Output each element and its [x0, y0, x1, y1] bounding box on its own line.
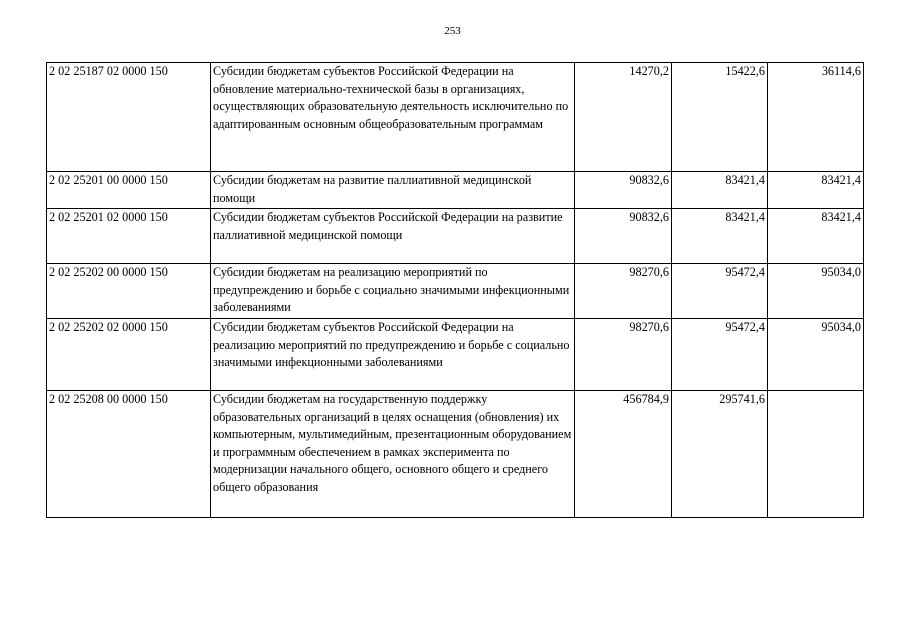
amount-cell-2: 15422,6: [672, 63, 768, 172]
revenue-name-cell: Субсидии бюджетам на реализацию мероприятий по предупреждению и борьбе с социально значимыми инфекционными заболеваниями: [211, 264, 575, 319]
revenue-name-cell: Субсидии бюджетам на развитие паллиативной медицинской помощи: [211, 172, 575, 209]
amount-cell-3: 36114,6: [768, 63, 864, 172]
revenue-name-cell: Субсидии бюджетам на государственную поддержку образовательных организаций в целях оснащения (обновления) их компьютерным, мультимедийным, презентационным оборудованием и программным обеспечением в рамках эксперимента по модернизации начального общего, основного общего и среднего общего образования: [211, 391, 575, 518]
amount-cell-2: 83421,4: [672, 172, 768, 209]
budget-code-cell: 2 02 25201 02 0000 150: [47, 209, 211, 264]
amount-cell-1: 90832,6: [575, 172, 672, 209]
table-row: [47, 209, 864, 264]
table-row: [47, 63, 864, 172]
table-row: [47, 172, 864, 209]
budget-code-cell: 2 02 25187 02 0000 150: [47, 63, 211, 172]
revenue-name-cell: Субсидии бюджетам субъектов Российской Федерации на развитие паллиативной медицинской помощи: [211, 209, 575, 264]
table-row: [47, 319, 864, 391]
amount-cell-2: 95472,4: [672, 319, 768, 391]
budget-revenue-table: [46, 62, 864, 518]
amount-cell-3: [768, 391, 864, 518]
budget-code-cell: 2 02 25202 00 0000 150: [47, 264, 211, 319]
amount-cell-1: 456784,9: [575, 391, 672, 518]
budget-code-cell: 2 02 25208 00 0000 150: [47, 391, 211, 518]
table-row: [47, 391, 864, 518]
amount-cell-2: 95472,4: [672, 264, 768, 319]
table-row: [47, 264, 864, 319]
amount-cell-1: 90832,6: [575, 209, 672, 264]
amount-cell-3: 95034,0: [768, 319, 864, 391]
amount-cell-1: 98270,6: [575, 264, 672, 319]
revenue-name-cell: Субсидии бюджетам субъектов Российской Федерации на обновление материально-технической базы в организациях, осуществляющих образовательную деятельность исключительно по адаптированным основным общеобразовательным программам: [211, 63, 575, 172]
amount-cell-1: 14270,2: [575, 63, 672, 172]
budget-code-cell: 2 02 25201 00 0000 150: [47, 172, 211, 209]
amount-cell-3: 83421,4: [768, 209, 864, 264]
amount-cell-1: 98270,6: [575, 319, 672, 391]
budget-code-cell: 2 02 25202 02 0000 150: [47, 319, 211, 391]
amount-cell-3: 95034,0: [768, 264, 864, 319]
amount-cell-3: 83421,4: [768, 172, 864, 209]
page-number: 253: [444, 25, 461, 37]
amount-cell-2: 83421,4: [672, 209, 768, 264]
amount-cell-2: 295741,6: [672, 391, 768, 518]
revenue-name-cell: Субсидии бюджетам субъектов Российской Федерации на реализацию мероприятий по предупреждению и борьбе с социально значимыми инфекционными заболеваниями: [211, 319, 575, 391]
